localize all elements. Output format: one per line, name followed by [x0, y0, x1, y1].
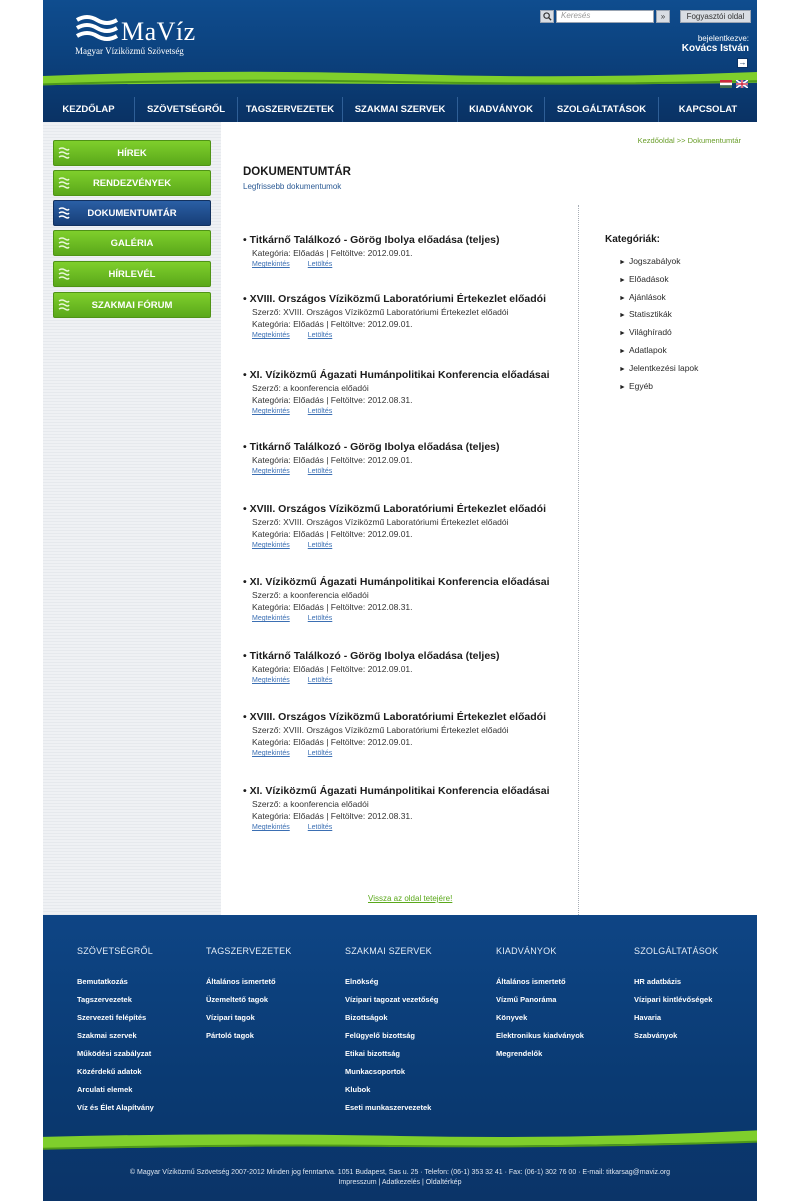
download-link[interactable]: Letöltés — [307, 468, 333, 475]
category-item[interactable] — [619, 256, 698, 274]
document-title[interactable]: • XVIII. Országos Víziközmű Laboratóriumi Értekezlet előadói — [243, 293, 546, 305]
document-meta: Kategória: Előadás | Feltöltve: 2012.09.01. — [252, 319, 413, 329]
list-item — [243, 234, 573, 268]
footer-link[interactable]: Üzemeltető tagok — [206, 995, 269, 1004]
wave-bullet-icon — [58, 236, 70, 250]
document-author: Szerző: a koonferencia előadói — [252, 799, 369, 809]
triangle-right-icon: ► — [619, 312, 626, 320]
document-meta: Kategória: Előadás | Feltöltve: 2012.09.01. — [252, 737, 413, 747]
footer-link[interactable]: Közérdekű adatok — [77, 1067, 142, 1076]
search-icon[interactable] — [540, 10, 554, 23]
search-input[interactable]: Keresés — [556, 10, 654, 23]
footer-column-heading[interactable]: SZAKMAI SZERVEK — [345, 946, 432, 956]
footer-column-heading[interactable]: SZÖVETSÉGRŐL — [77, 946, 153, 956]
list-item — [243, 503, 573, 549]
footer-link[interactable]: Vízipari tagok — [206, 1013, 255, 1022]
sidebar-item-label: RENDEZVÉNYEK — [92, 177, 172, 189]
document-title[interactable]: • XI. Víziközmű Ágazati Humánpolitikai Konferencia előadásai — [243, 369, 550, 381]
hungarian-flag-icon[interactable] — [720, 80, 732, 88]
sidebar-item-label: HÍREK — [117, 147, 147, 159]
footer-link[interactable]: Eseti munkaszervezetek — [345, 1103, 432, 1112]
brand-subtitle: Magyar Víziközmű Szövetség — [75, 46, 184, 56]
download-link[interactable]: Letöltés — [307, 332, 333, 339]
footer-copyright — [43, 1168, 757, 1188]
document-author: Szerző: XVIII. Országos Víziközmű Laboratóriumi Értekezlet előadói — [252, 307, 509, 317]
triangle-right-icon: ► — [619, 330, 626, 338]
download-link[interactable]: Letöltés — [307, 408, 333, 415]
breadcrumb[interactable]: Kezdőoldal >> Dokumentumtár — [637, 136, 741, 145]
document-meta: Kategória: Előadás | Feltöltve: 2012.09.01. — [252, 529, 413, 539]
category-item[interactable] — [619, 309, 698, 327]
view-link[interactable]: Megtekintés — [252, 824, 290, 831]
footer-column-tagszervezetek — [206, 946, 291, 1049]
view-link[interactable]: Megtekintés — [252, 468, 290, 475]
document-meta: Kategória: Előadás | Feltöltve: 2012.09.01. — [252, 248, 413, 258]
search-submit-button[interactable]: » — [656, 10, 670, 23]
footer-link[interactable]: Működési szabályzat — [77, 1049, 152, 1058]
category-item[interactable] — [619, 363, 698, 381]
document-title[interactable]: • Titkárnő Találkozó - Görög Ibolya előadása (teljes) — [243, 441, 500, 453]
list-item — [243, 785, 573, 831]
document-title[interactable]: • XI. Víziközmű Ágazati Humánpolitikai Konferencia előadásai — [243, 785, 550, 797]
triangle-right-icon: ► — [619, 347, 626, 355]
list-item — [243, 576, 573, 622]
footer-link[interactable]: Bemutatkozás — [77, 977, 128, 986]
category-item[interactable] — [619, 292, 698, 310]
footer-link[interactable]: Vízipari tagozat vezetőség — [345, 995, 439, 1004]
sidebar-item-label: SZAKMAI FÓRUM — [91, 299, 173, 311]
footer-link[interactable]: Általános ismertető — [496, 977, 566, 986]
footer-link[interactable]: Könyvek — [496, 1013, 528, 1022]
category-label: Statisztikák — [628, 309, 672, 320]
footer-column-kiadvanyok — [496, 946, 584, 1067]
sidebar-item-label: DOKUMENTUMTÁR — [87, 207, 177, 219]
footer-link[interactable]: Etikai bizottság — [345, 1049, 401, 1058]
sidebar-item-dokumentumtar[interactable] — [53, 200, 211, 226]
nav-szolgaltatasok[interactable]: SZOLGÁLTATÁSOK — [545, 97, 659, 122]
category-item[interactable] — [619, 327, 698, 345]
page-title: DOKUMENTUMTÁR — [243, 166, 351, 178]
main-navigation — [43, 97, 757, 122]
nav-kapcsolat[interactable]: KAPCSOLAT — [678, 104, 738, 115]
document-meta: Kategória: Előadás | Feltöltve: 2012.08.31. — [252, 602, 413, 612]
footer-link[interactable]: Arculati elemek — [77, 1085, 133, 1094]
footer-link[interactable]: Tagszervezetek — [77, 995, 132, 1004]
category-item[interactable] — [619, 274, 698, 292]
footer-link[interactable]: Általános ismertető — [206, 977, 276, 986]
login-label: bejelentkezve: — [697, 34, 749, 43]
view-link[interactable]: Megtekintés — [252, 261, 290, 268]
category-label: Ajánlások — [628, 291, 666, 302]
category-label: Világhíradó — [628, 327, 672, 338]
sidebar — [43, 122, 221, 915]
document-title[interactable]: • XVIII. Országos Víziközmű Laboratóriumi Értekezlet előadói — [243, 503, 546, 515]
document-meta: Kategória: Előadás | Feltöltve: 2012.09.01. — [252, 664, 413, 674]
wave-bullet-icon — [58, 176, 70, 190]
nav-tagszervezetek[interactable]: TAGSZERVEZETEK — [238, 97, 343, 122]
footer-link[interactable]: Vízipari kintlévőségek — [634, 995, 713, 1004]
english-flag-icon[interactable] — [736, 80, 748, 88]
download-link[interactable]: Letöltés — [307, 824, 333, 831]
document-author: Szerző: XVIII. Országos Víziközmű Laboratóriumi Értekezlet előadói — [252, 517, 509, 527]
logout-icon[interactable]: → — [738, 58, 747, 67]
document-author: Szerző: a koonferencia előadói — [252, 590, 369, 600]
nav-szakmai-szervek[interactable]: SZAKMAI SZERVEK — [343, 97, 458, 122]
triangle-right-icon: ► — [619, 259, 626, 266]
triangle-right-icon: ► — [619, 383, 626, 391]
document-author: Szerző: XVIII. Országos Víziközmű Laboratóriumi Értekezlet előadói — [252, 725, 509, 735]
footer-column-heading[interactable]: KIADVÁNYOK — [496, 946, 557, 956]
category-item[interactable] — [619, 345, 698, 363]
download-link[interactable]: Letöltés — [307, 750, 333, 757]
sidebar-item-szakmai-forum[interactable] — [53, 292, 211, 318]
copyright-text: © Magyar Víziközmű Szövetség 2007-2012 Minden jog fenntartva. 1051 Budapest, Sas u. 25 · Telefon: (06-1) 353 32 41 · Fax: (06-1) 302 76 00 · E-mail: titkarsag@maviz.org — [129, 1169, 671, 1176]
footer-link[interactable]: Szakmai szervek — [77, 1031, 137, 1040]
list-item — [243, 293, 573, 339]
categories-title: Kategóriák: — [605, 234, 661, 245]
sidebar-item-hirlevel[interactable] — [53, 261, 211, 287]
view-link[interactable]: Megtekintés — [252, 408, 290, 415]
footer-wave-decoration — [43, 1120, 757, 1160]
category-item[interactable] — [619, 381, 698, 399]
footer-link[interactable]: Felügyelő bizottság — [345, 1031, 416, 1040]
document-meta: Kategória: Előadás | Feltöltve: 2012.09.01. — [252, 455, 413, 465]
sidebar-item-hirek[interactable] — [53, 140, 211, 166]
category-label: Jogszabályok — [628, 256, 681, 266]
document-title[interactable]: • XVIII. Országos Víziközmű Laboratóriumi Értekezlet előadói — [243, 711, 546, 723]
list-item — [243, 650, 573, 684]
list-item — [243, 711, 573, 757]
footer-link[interactable]: Vízmű Panoráma — [496, 995, 557, 1004]
triangle-right-icon: ► — [619, 365, 626, 373]
sidebar-item-galeria[interactable] — [53, 230, 211, 256]
footer-column-szakmai-szervek — [345, 946, 438, 1121]
logged-in-user[interactable]: Kovács István — [681, 43, 749, 54]
footer-link[interactable]: Víz és Élet Alapítvány — [77, 1103, 154, 1112]
view-link[interactable]: Megtekintés — [252, 332, 290, 339]
category-label: Előadások — [628, 273, 669, 284]
download-link[interactable]: Letöltés — [307, 677, 333, 684]
nav-kiadvanyok[interactable]: KIADVÁNYOK — [458, 97, 545, 122]
brand-name: MaVíz — [121, 17, 196, 46]
footer-link[interactable]: Pártoló tagok — [206, 1031, 254, 1040]
footer-link[interactable]: Klubok — [345, 1085, 371, 1094]
wave-bullet-icon — [58, 298, 70, 312]
nav-kezdolap[interactable]: KEZDŐLAP — [43, 97, 135, 122]
download-link[interactable]: Letöltés — [307, 261, 333, 268]
triangle-right-icon: ► — [619, 276, 626, 284]
category-label: Jelentkezési lapok — [628, 362, 699, 373]
document-meta: Kategória: Előadás | Feltöltve: 2012.08.31. — [252, 811, 413, 821]
list-item — [243, 369, 573, 415]
left-margin — [0, 0, 43, 1201]
download-link[interactable]: Letöltés — [307, 542, 333, 549]
document-title[interactable]: • Titkárnő Találkozó - Görög Ibolya előadása (teljes) — [243, 650, 500, 662]
footer-link[interactable]: Elnökség — [345, 977, 379, 986]
back-to-top-link[interactable]: Vissza az oldal tetejére! — [368, 894, 453, 903]
footer-link[interactable]: Elektronikus kiadványok — [496, 1031, 584, 1040]
site-logo[interactable] — [75, 14, 235, 58]
nav-szovetsegrol[interactable]: SZÖVETSÉGRŐL — [135, 97, 238, 122]
footer-link[interactable]: HR adatbázis — [634, 977, 682, 986]
footer-column-szolgaltatasok — [634, 946, 718, 1049]
footer-link[interactable]: Bizottságok — [345, 1013, 388, 1022]
wave-bullet-icon — [58, 267, 70, 281]
document-author: Szerző: a koonferencia előadói — [252, 383, 369, 393]
footer-column-heading[interactable]: SZOLGÁLTATÁSOK — [634, 946, 719, 956]
view-link[interactable]: Megtekintés — [252, 677, 290, 684]
document-title[interactable]: • XI. Víziközmű Ágazati Humánpolitikai Konferencia előadásai — [243, 576, 550, 588]
view-link[interactable]: Megtekintés — [252, 750, 290, 757]
triangle-right-icon: ► — [619, 294, 626, 302]
document-meta: Kategória: Előadás | Feltöltve: 2012.08.31. — [252, 395, 413, 405]
download-link[interactable]: Letöltés — [307, 615, 333, 622]
category-label: Adatlapok — [628, 344, 667, 355]
wave-bullet-icon — [58, 146, 70, 160]
footer-link[interactable]: Havaria — [634, 1013, 662, 1022]
view-link[interactable]: Megtekintés — [252, 542, 290, 549]
right-margin — [757, 0, 800, 1201]
waves-logo-icon — [75, 14, 119, 42]
footer-links[interactable]: Impresszum | Adatkezelés | Oldaltérkép — [338, 1179, 462, 1186]
page-subtitle: Legfrissebb dokumentumok — [243, 182, 342, 191]
footer-link[interactable]: Munkacsoportok — [345, 1067, 406, 1076]
column-divider — [578, 205, 579, 915]
footer-column-heading[interactable]: TAGSZERVEZETEK — [206, 946, 292, 956]
page — [43, 0, 757, 1201]
footer-link[interactable]: Megrendelők — [496, 1049, 543, 1058]
view-link[interactable]: Megtekintés — [252, 615, 290, 622]
consumer-page-button[interactable]: Fogyasztói oldal — [680, 10, 751, 23]
wave-bullet-icon — [58, 206, 70, 220]
sidebar-item-rendezvenyek[interactable] — [53, 170, 211, 196]
sidebar-item-label: HÍRLEVÉL — [108, 268, 156, 280]
footer-link[interactable]: Szabványok — [634, 1031, 678, 1040]
list-item — [243, 441, 573, 475]
category-label: Egyéb — [628, 380, 654, 391]
document-title[interactable]: • Titkárnő Találkozó - Görög Ibolya előadása (teljes) — [243, 234, 500, 246]
sidebar-item-label: GALÉRIA — [110, 237, 154, 249]
footer-link[interactable]: Szervezeti felépítés — [77, 1013, 147, 1022]
categories-list — [619, 256, 698, 398]
footer-column-szovetsegrol — [77, 946, 154, 1121]
